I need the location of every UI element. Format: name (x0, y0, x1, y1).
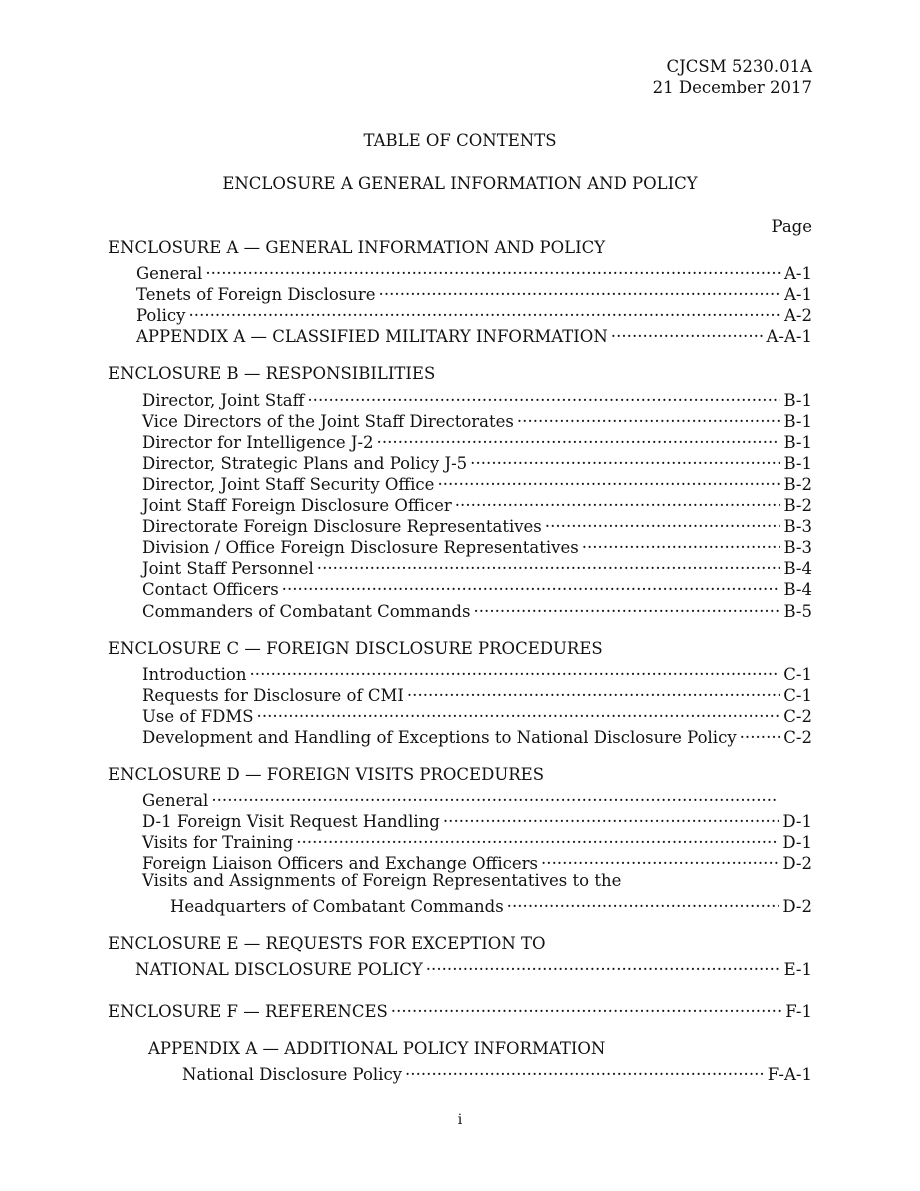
dot-leader (407, 680, 780, 701)
toc-entry-page: D-2 (782, 896, 812, 916)
toc-entry-label: Contact Officers (142, 580, 279, 600)
dot-leader (437, 469, 780, 490)
toc-heading[interactable] (108, 237, 812, 258)
toc-entry-label: Director, Strategic Plans and Policy J-5 (142, 453, 468, 473)
toc-entry-page: B-1 (783, 453, 812, 473)
toc-entry-label: ENCLOSURE A — GENERAL INFORMATION AND POLICY (108, 238, 606, 257)
toc-entry-label: D-1 Foreign Visit Request Handling (142, 812, 440, 832)
dot-leader (740, 722, 781, 743)
dot-leader (545, 511, 781, 532)
toc-entry-continued[interactable] (108, 891, 812, 916)
toc-entry-page: B-1 (783, 411, 812, 431)
toc-entry[interactable] (108, 300, 812, 326)
toc-entry-page: B-4 (783, 559, 812, 579)
toc-entry-page: B-1 (783, 432, 812, 452)
toc-heading-continued[interactable] (108, 954, 812, 979)
toc-entry-label: Development and Handling of Exceptions to National Disclosure Policy (142, 727, 737, 747)
toc-heading[interactable] (108, 933, 812, 954)
toc-entry-label: General (142, 791, 209, 811)
toc-entry-page: F-1 (785, 1001, 812, 1021)
page-number: i (457, 1112, 463, 1128)
toc-entry-page: B-4 (783, 580, 812, 600)
toc-entry-label: Director for Intelligence J-2 (142, 432, 374, 452)
toc-entry-label: Division / Office Foreign Disclosure Representatives (142, 538, 579, 558)
dot-leader (473, 596, 780, 617)
toc-entry-label: Foreign Liaison Officers and Exchange Officers (142, 854, 539, 874)
toc-entry-page: C-2 (783, 706, 812, 726)
doc-id: CJCSM 5230.01A (666, 57, 812, 76)
dot-leader (405, 1059, 765, 1080)
toc-entry[interactable] (108, 385, 812, 410)
toc-entry-label: APPENDIX A — CLASSIFIED MILITARY INFORMATION (136, 327, 608, 347)
dot-leader (205, 258, 781, 279)
toc-entry-label: Use of FDMS (142, 706, 254, 726)
page-column-label: Page (771, 217, 812, 236)
dot-leader (250, 659, 781, 680)
toc-entry-page: B-2 (783, 474, 812, 494)
toc-entry-page: B-5 (783, 601, 812, 621)
toc-title: TABLE OF CONTENTS (363, 131, 557, 150)
dot-leader (507, 891, 780, 912)
dot-leader (611, 321, 764, 342)
toc-entry-page: D-1 (782, 812, 812, 832)
toc-subtitle: ENCLOSURE A GENERAL INFORMATION AND POLICY (222, 174, 698, 193)
toc-entry[interactable] (108, 870, 812, 891)
toc-entry[interactable] (108, 806, 812, 832)
dot-leader (377, 427, 781, 448)
toc-entry[interactable] (108, 1059, 812, 1085)
toc-heading[interactable] (108, 764, 812, 785)
toc-entry-page: B-3 (783, 517, 812, 537)
toc-body (108, 216, 812, 1085)
toc-entry-label: Commanders of Combatant Commands (142, 601, 471, 621)
toc-entry-label: Joint Staff Foreign Disclosure Officer (142, 496, 452, 516)
toc-entry-label: Introduction (142, 664, 247, 684)
toc-entry-page: A-A-1 (766, 327, 812, 347)
toc-entry-page: D-1 (782, 833, 812, 853)
dot-leader (282, 574, 781, 595)
toc-entry-label: ENCLOSURE F — REFERENCES (108, 1001, 388, 1021)
document-header (653, 56, 812, 98)
dot-leader (307, 385, 780, 406)
toc-entry-label: Director, Joint Staff (142, 390, 305, 410)
toc-entry-page: A-1 (784, 285, 812, 305)
toc-entry-label: Policy (136, 306, 186, 326)
toc-entry-label: ENCLOSURE B — RESPONSIBILITIES (108, 364, 436, 384)
dot-leader (470, 448, 780, 469)
toc-entry-label: Visits and Assignments of Foreign Representatives to the (142, 870, 622, 890)
doc-date: 21 December 2017 (652, 78, 812, 97)
dot-leader (582, 532, 781, 553)
toc-heading[interactable] (108, 638, 812, 659)
toc-entry-label: ENCLOSURE E — REQUESTS FOR EXCEPTION TO (108, 933, 546, 953)
toc-entry-label: Directorate Foreign Disclosure Representatives (142, 517, 542, 537)
toc-entry-page: C-2 (783, 727, 812, 747)
toc-entry-label: Joint Staff Personnel (142, 559, 314, 579)
toc-entry-page: B-1 (783, 390, 812, 410)
dot-leader (188, 300, 781, 321)
toc-entry-label: National Disclosure Policy (182, 1065, 403, 1085)
dot-leader (379, 279, 781, 300)
dot-leader (541, 848, 779, 869)
toc-entry-label: APPENDIX A — ADDITIONAL POLICY INFORMATION (148, 1039, 606, 1058)
toc-entry-page: C-1 (783, 685, 812, 705)
toc-heading[interactable] (108, 363, 812, 384)
dot-leader (443, 806, 780, 827)
toc-entry-label: ENCLOSURE C — FOREIGN DISCLOSURE PROCEDURES (108, 638, 603, 658)
dot-leader (211, 785, 779, 806)
toc-entry[interactable] (108, 258, 812, 284)
toc-entry-label: Requests for Disclosure of CMI (142, 685, 404, 705)
dot-leader (391, 996, 782, 1017)
toc-entry-label: ENCLOSURE D — FOREIGN VISITS PROCEDURES (108, 765, 544, 785)
dot-leader (517, 406, 781, 427)
toc-entry[interactable] (108, 279, 812, 305)
toc-entry-page: D-2 (782, 854, 812, 874)
toc-entry[interactable] (108, 785, 812, 811)
dot-leader (455, 490, 781, 511)
toc-entry-page: A-1 (784, 264, 812, 284)
dot-leader (296, 827, 779, 848)
toc-entry-label: Visits for Training (142, 833, 294, 853)
toc-entry-page: B-2 (783, 496, 812, 516)
toc-entry-page: F-A-1 (767, 1065, 812, 1085)
toc-entry-label: NATIONAL DISCLOSURE POLICY (135, 959, 423, 979)
toc-entry-page: A-2 (784, 306, 812, 326)
toc-entry-label: Tenets of Foreign Disclosure (136, 285, 376, 305)
toc-entry-page: C-1 (783, 664, 812, 684)
dot-leader (317, 553, 781, 574)
toc-heading[interactable] (108, 996, 812, 1021)
toc-entry-label: Headquarters of Combatant Commands (170, 896, 504, 916)
toc-entry-page: B-3 (783, 538, 812, 558)
toc-entry-label: Vice Directors of the Joint Staff Directorates (142, 411, 514, 431)
dot-leader (426, 954, 781, 975)
toc-entry[interactable] (108, 321, 812, 347)
toc-entry-label: Director, Joint Staff Security Office (142, 474, 435, 494)
toc-appendix-heading[interactable] (108, 1038, 812, 1059)
dot-leader (257, 701, 781, 722)
toc-entry-page: E-1 (783, 959, 812, 979)
toc-entry[interactable] (108, 659, 812, 684)
toc-entry-label: General (136, 264, 203, 284)
